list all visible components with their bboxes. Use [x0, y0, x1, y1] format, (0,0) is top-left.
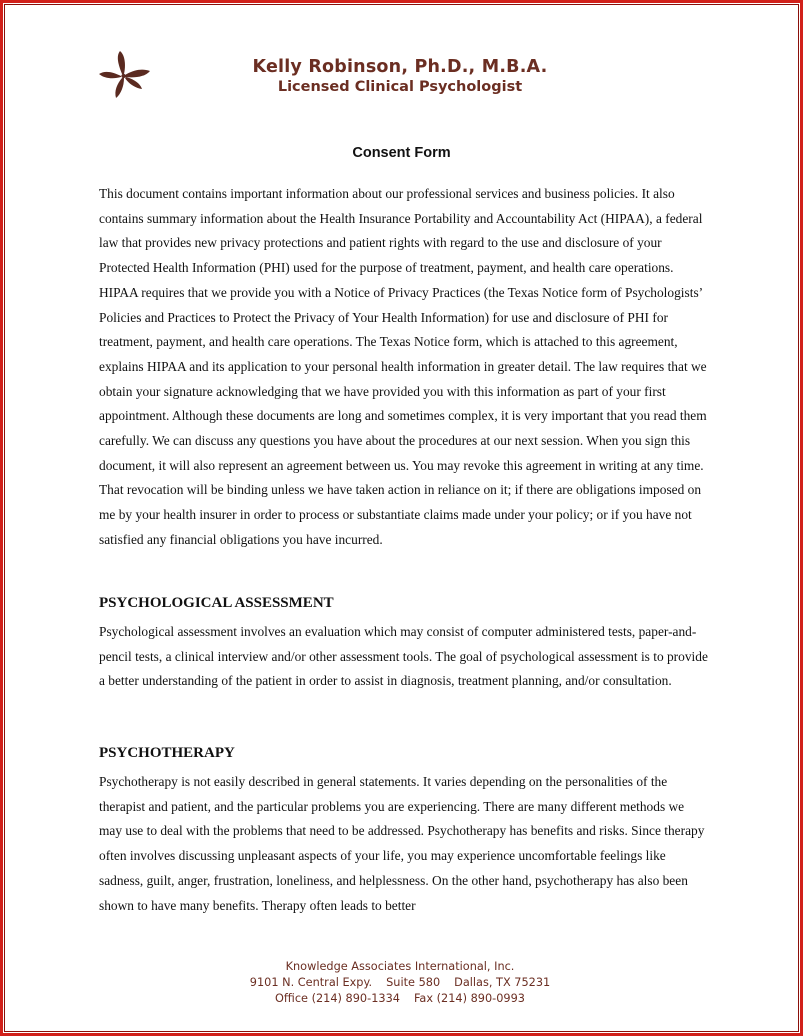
- section-body-assessment: Psychological assessment involves an evaluation which may consist of computer administered tests, paper-and-pencil tests, a clinical interview and/or other assessment tools. The goal of psychological assessment is to provide a better understanding of the patient in order to assist in diagnosis, treatment planning, and/or consultation.: [99, 624, 708, 689]
- footer-address: [200, 975, 600, 991]
- footer-street: 9101 N. Central Expy.: [249, 976, 373, 989]
- letterhead: [200, 56, 600, 96]
- footer: [200, 959, 600, 1007]
- psychologist-title: Licensed Clinical Psychologist: [277, 79, 523, 95]
- section-body-psychotherapy: Psychotherapy is not easily described in general statements. It varies depending on the personalities of the therapist and patient, and the particular problems you are experiencing. There are many different methods we may use to deal with the problems that need to be addressed. Psychotherapy has benefits and risks. Since therapy often involves discussing unpleasant aspects of your life, you may experience uncomfortable feelings like sadness, guilt, anger, frustration, loneliness, and helplessness. On the other hand, psychotherapy has also been shown to have many benefits. Therapy often leads to better: [99, 774, 705, 913]
- page-title: Consent Form: [352, 145, 451, 161]
- flower-logo-icon: [98, 50, 152, 100]
- footer-office-phone: Office (214) 890-1334: [275, 992, 400, 1005]
- footer-company: Knowledge Associates International, Inc.: [285, 960, 515, 973]
- section-heading-psychotherapy: PSYCHOTHERAPY: [99, 745, 235, 761]
- footer-city: Dallas, TX 75231: [454, 976, 551, 989]
- footer-fax: Fax (214) 890-0993: [413, 992, 525, 1005]
- intro-paragraph: This document contains important information about our professional services and business policies. It also contains summary information about the Health Insurance Portability and Accountability Act (HIPAA), a federal law that provides new privacy protections and patient rights with regard to the use and disclosure of your Protected Health Information (PHI) used for the purpose of treatment, payment, and health care operations. HIPAA requires that we provide you with a Notice of Privacy Practices (the Texas Notice form of Psychologists’ Policies and Practices to Protect the Privacy of Your Health Information) for use and disclosure of PHI for treatment, payment, and health care operations. The Texas Notice form, which is attached to this agreement, explains HIPAA and its application to your personal health information in greater detail. The law requires that we obtain your signature acknowledging that we have provided you with this information as part of your first appointment. Although these documents are long and sometimes complex, it is very important that you read them carefully. We can discuss any questions you have about the procedures at our next session. When you sign this document, it will also represent an agreement between us. You may revoke this agreement in writing at any time. That revocation will be binding unless we have taken action in reliance on it; if there are obligations imposed on me by your health insurer in order to process or substantiate claims made under your policy; or if you have not satisfied any financial obligations you have incurred.: [99, 186, 707, 547]
- psychologist-name: Kelly Robinson, Ph.D., M.B.A.: [252, 57, 548, 77]
- footer-suite: Suite 580: [386, 976, 441, 989]
- footer-phones: [200, 991, 600, 1007]
- section-heading-assessment: PSYCHOLOGICAL ASSESSMENT: [99, 595, 334, 611]
